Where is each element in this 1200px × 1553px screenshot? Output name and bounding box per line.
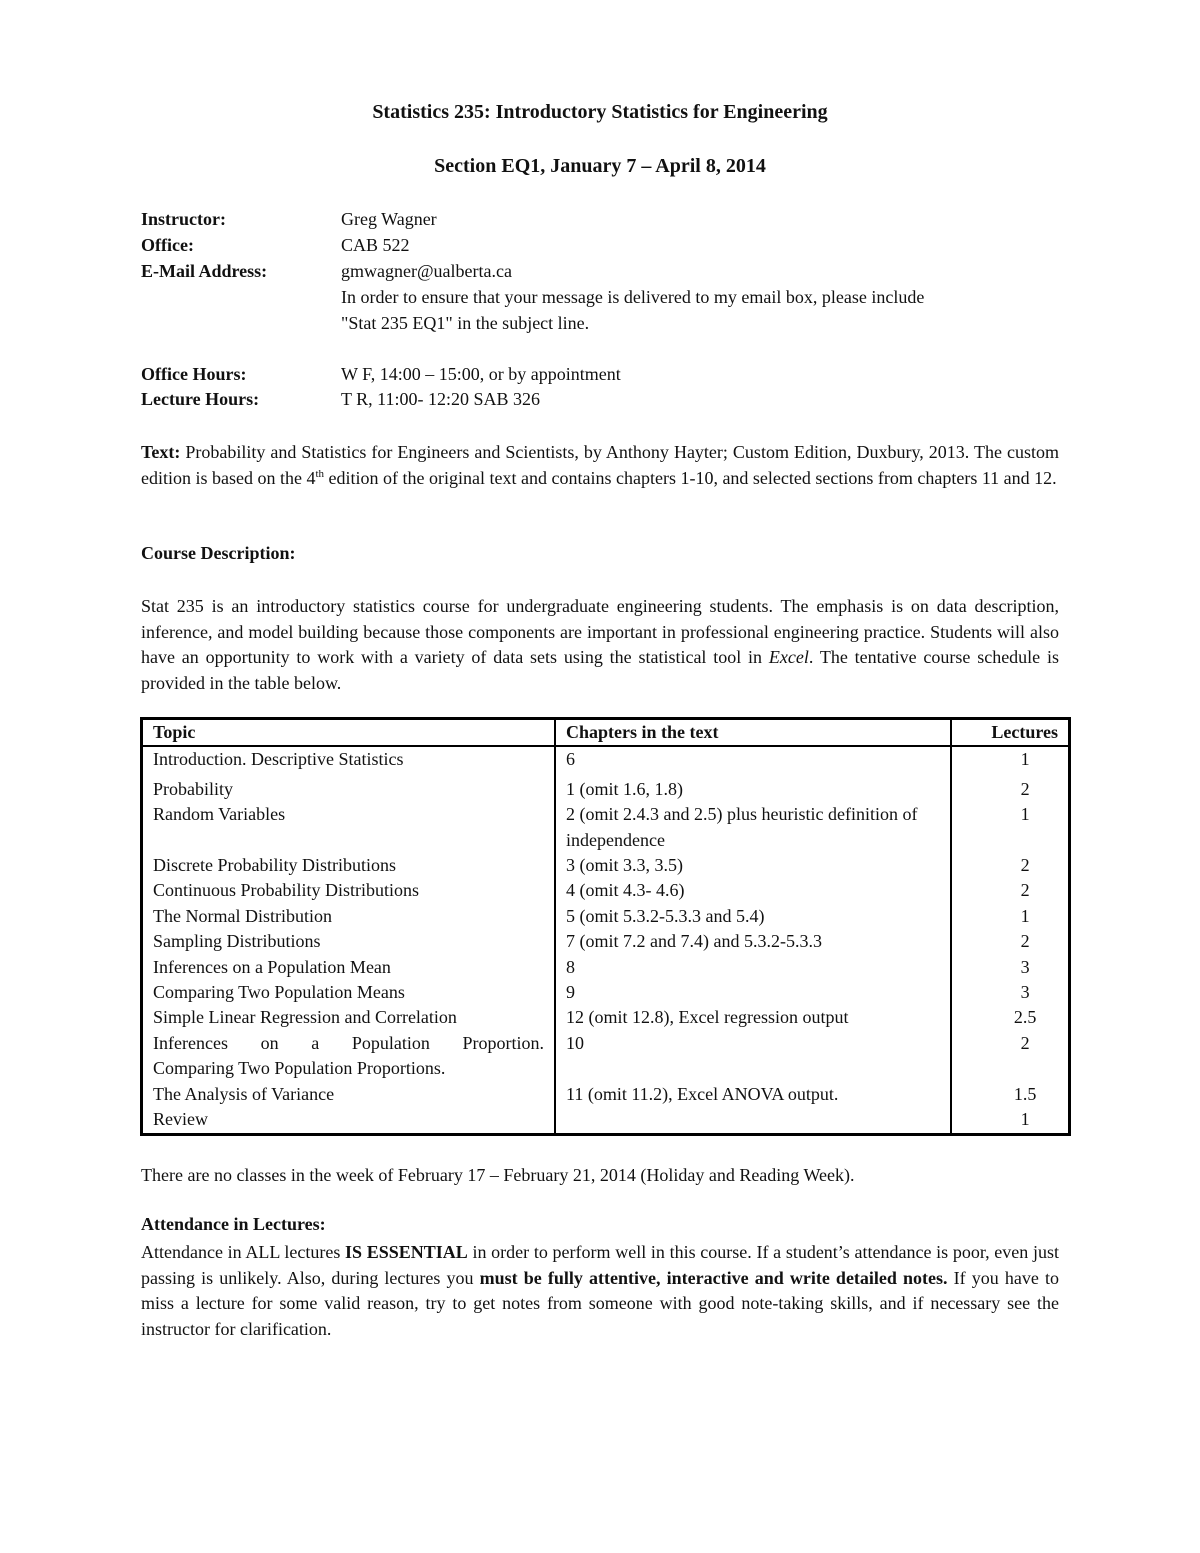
table-row: [142, 853, 1070, 878]
lectures-cell: 1: [951, 802, 1069, 853]
topic-cell: The Analysis of Variance: [142, 1082, 556, 1107]
lectures-cell: 2: [951, 773, 1069, 802]
attendance-bold1: IS ESSENTIAL: [345, 1242, 468, 1262]
description-part2: . The tentative course schedule is provided in the table below.: [141, 647, 1059, 693]
chapters-cell: 7 (omit 7.2 and 7.4) and 5.3.2-5.3.3: [555, 929, 951, 954]
instructor-value: Greg Wagner: [341, 209, 437, 229]
topic-cell: Probability: [142, 773, 556, 802]
topic-cell: The Normal Distribution: [142, 904, 556, 929]
lectures-cell: 1: [951, 904, 1069, 929]
lectures-cell: 1.5: [951, 1082, 1069, 1107]
text-label: Text:: [141, 442, 181, 462]
lectures-cell: 2: [951, 853, 1069, 878]
table-row: [142, 878, 1070, 903]
attendance-part1: Attendance in ALL lectures: [141, 1242, 346, 1262]
lectures-cell: 2: [951, 1031, 1069, 1082]
topic-cell: Introduction. Descriptive Statistics: [142, 746, 556, 772]
table-row: [142, 929, 1070, 954]
lectures-cell: 1: [951, 746, 1069, 772]
chapters-cell: 9: [555, 980, 951, 1005]
header-lectures: Lectures: [951, 719, 1069, 747]
attendance-heading: Attendance in Lectures:: [141, 1214, 326, 1234]
topic-cell: Sampling Distributions: [142, 929, 556, 954]
header-topic: Topic: [142, 719, 556, 747]
table-row: [142, 955, 1070, 980]
topic-cell: Simple Linear Regression and Correlation: [142, 1005, 556, 1030]
table-row: [142, 1005, 1070, 1030]
table-row: [142, 904, 1070, 929]
document-title: Statistics 235: Introductory Statistics for Engineering: [372, 101, 828, 123]
lectures-cell: 3: [951, 955, 1069, 980]
office-hours-value: W F, 14:00 – 15:00, or by appointment: [341, 364, 621, 384]
email-note-line1: In order to ensure that your message is delivered to my email box, please include: [341, 287, 925, 307]
topic-cell: Inferences on a Population Mean: [142, 955, 556, 980]
office-hours-label: Office Hours:: [141, 364, 247, 384]
textbook-paragraph: [141, 440, 1059, 491]
office-value: CAB 522: [341, 235, 410, 255]
table-row: [142, 1031, 1070, 1082]
lectures-cell: 3: [951, 980, 1069, 1005]
lectures-cell: 1: [951, 1107, 1069, 1134]
office-label: Office:: [141, 235, 194, 255]
chapters-cell: 1 (omit 1.6, 1.8): [555, 773, 951, 802]
instructor-label: Instructor:: [141, 209, 226, 229]
textbook-superscript: th: [315, 467, 325, 480]
lectures-cell: 2.5: [951, 1005, 1069, 1030]
table-row: [142, 773, 1070, 802]
attendance-bold2: must be fully attentive, interactive and write detailed notes.: [479, 1267, 948, 1288]
chapters-cell: 11 (omit 11.2), Excel ANOVA output.: [555, 1082, 951, 1107]
description-part1: Stat 235 is an introductory statistics course for undergraduate engineering students. The emphasis is on data description, inference, and model building because those components are important in professional engineering practice. Students will also have an opportunity to work with a variety of data sets using the statistical tool in: [141, 596, 1059, 668]
chapters-cell: 4 (omit 4.3- 4.6): [555, 878, 951, 903]
topic-line: Comparing Two Population Proportions.: [153, 1058, 446, 1079]
textbook-part1: Probability and Statistics for Engineers and Scientists, by Anthony Hayter; Custom Edition, Duxbury, 2013. The custom edition is based on the 4: [141, 442, 1059, 488]
course-description-heading: Course Description:: [141, 543, 296, 563]
chapters-cell: [555, 1107, 951, 1134]
topic-cell: Review: [142, 1107, 556, 1134]
table-row: [142, 980, 1070, 1005]
topic-cell: Continuous Probability Distributions: [142, 878, 556, 903]
topic-cell: Random Variables: [142, 802, 556, 853]
chapters-cell: 10: [555, 1031, 951, 1082]
email-label: E-Mail Address:: [141, 261, 268, 281]
email-note-line2: "Stat 235 EQ1" in the subject line.: [341, 313, 590, 333]
chapters-cell: 6: [555, 746, 951, 772]
lectures-cell: 2: [951, 929, 1069, 954]
table-header-row: [142, 719, 1070, 747]
lecture-hours-value: T R, 11:00- 12:20 SAB 326: [341, 389, 541, 409]
chapters-cell: 12 (omit 12.8), Excel regression output: [555, 1005, 951, 1030]
course-description-paragraph: [141, 594, 1059, 696]
table-row: [142, 1082, 1070, 1107]
email-address[interactable]: gmwagner@ualberta.ca: [341, 261, 512, 281]
no-classes-note: There are no classes in the week of February 17 – February 21, 2014 (Holiday and Reading Week).: [141, 1165, 855, 1185]
table-row: [142, 802, 1070, 853]
attendance-part3: If you have to miss a lecture for some valid reason, try to get notes from someone with good note-taking skills, and if necessary see the instructor for clarification.: [141, 1267, 1060, 1339]
chapters-cell: 2 (omit 2.4.3 and 2.5) plus heuristic definition of independence: [555, 802, 951, 853]
lectures-cell: 2: [951, 878, 1069, 903]
lecture-hours-label: Lecture Hours:: [141, 389, 260, 409]
textbook-part2: edition of the original text and contains chapters 1-10, and selected sections from chapters 11 and 12.: [324, 467, 1057, 488]
table-row: [142, 746, 1070, 772]
topic-line: Inferences on a Population Proportion.: [153, 1032, 545, 1053]
header-chapters: Chapters in the text: [555, 719, 951, 747]
chapters-cell: 3 (omit 3.3, 3.5): [555, 853, 951, 878]
topic-cell: Discrete Probability Distributions: [142, 853, 556, 878]
table-row: [142, 1107, 1070, 1134]
chapters-cell: 5 (omit 5.3.2-5.3.3 and 5.4): [555, 904, 951, 929]
course-schedule-table: [140, 717, 1071, 1136]
section-subtitle: Section EQ1, January 7 – April 8, 2014: [434, 155, 766, 177]
description-excel: Excel: [768, 647, 809, 668]
topic-cell: [142, 1031, 556, 1082]
topic-cell: Comparing Two Population Means: [142, 980, 556, 1005]
attendance-part2: in order to perform well in this course. If a student’s attendance is poor, even just passing is unlikely. Also, during lectures you: [141, 1242, 1059, 1288]
chapters-cell: 8: [555, 955, 951, 980]
attendance-paragraph: [141, 1240, 1059, 1342]
